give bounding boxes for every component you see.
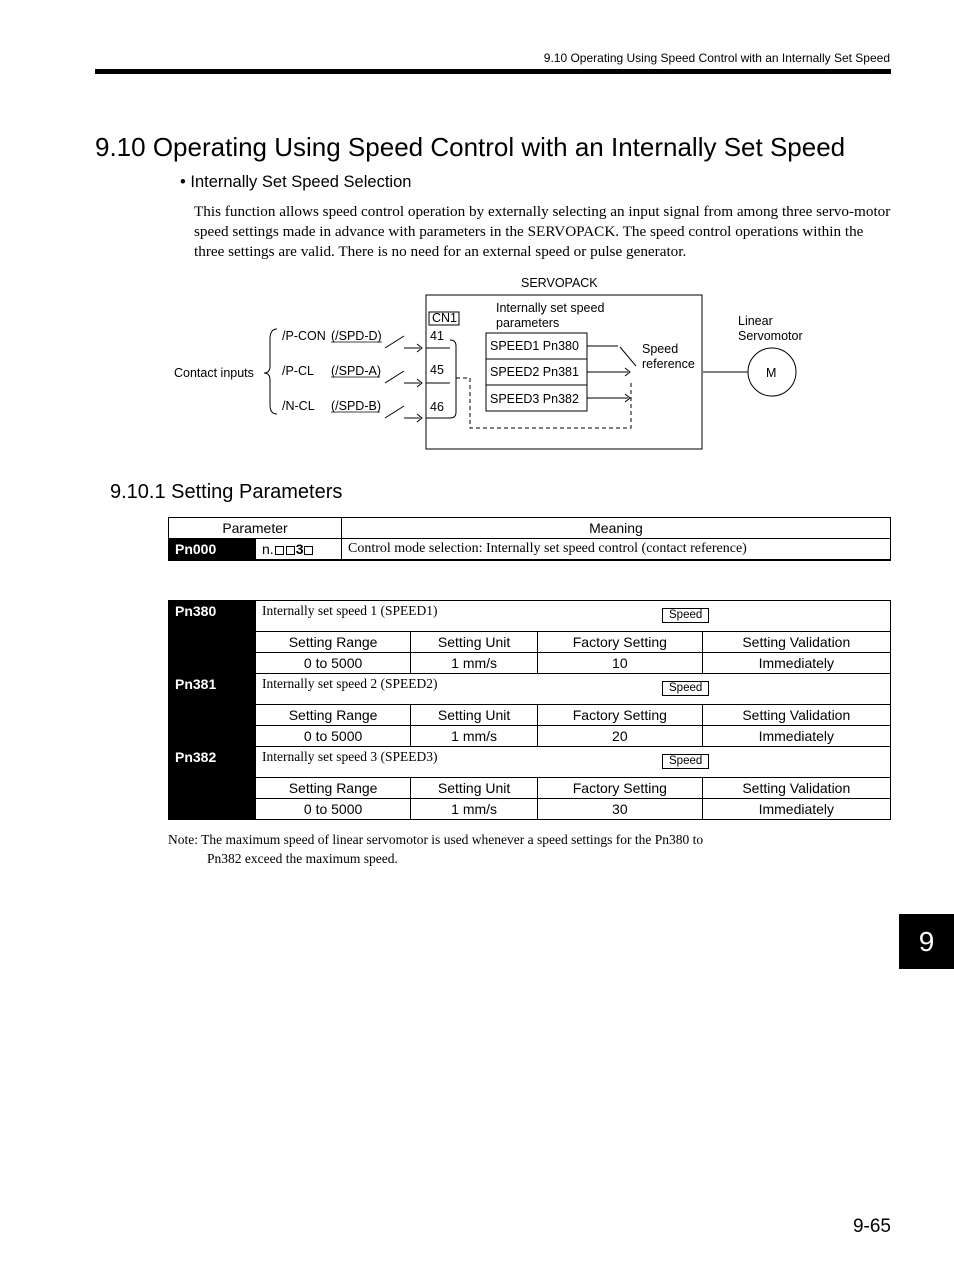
param-name: Pn381	[169, 674, 256, 747]
contact-brace	[264, 329, 277, 414]
cell-unit: 1 mm/s	[411, 653, 538, 674]
col-header: Setting Range	[256, 632, 411, 653]
col-header: Setting Validation	[702, 778, 890, 799]
chapter-tab: 9	[899, 914, 954, 969]
speed-ref-2: reference	[642, 357, 695, 371]
col-header: Setting Validation	[702, 632, 890, 653]
cell-validation: Immediately	[702, 726, 890, 747]
cell-unit: 1 mm/s	[411, 726, 538, 747]
speed1-label: SPEED1 Pn380	[490, 339, 579, 353]
col-header: Factory Setting	[538, 778, 703, 799]
pin-number: 46	[430, 400, 444, 414]
cell-factory: 20	[538, 726, 703, 747]
signal-name: /P-CL	[282, 364, 314, 378]
col-header: Setting Unit	[411, 705, 538, 726]
cell-range: 0 to 5000	[256, 653, 411, 674]
param-desc: Internally set speed 2 (SPEED2) Speed	[256, 674, 891, 705]
pin-number: 41	[430, 329, 444, 343]
mode-param-table	[168, 517, 891, 561]
speed3-label: SPEED3 Pn382	[490, 392, 579, 406]
param-name: Pn380	[169, 601, 256, 674]
motor-label-2: Servomotor	[738, 329, 803, 343]
cell-factory: 10	[538, 653, 703, 674]
col-header: Setting Range	[256, 705, 411, 726]
bullet-heading: • Internally Set Speed Selection	[180, 173, 412, 191]
intro-paragraph: This function allows speed control operation by externally selecting an input signal from among three servo-motor speed settings made in advance with parameters in the SERVOPACK. The speed control operations within the three settings are valid. There is no need for an external speed or pulse generator.	[194, 203, 891, 260]
param-value: n. 3	[256, 539, 342, 561]
speed2-label: SPEED2 Pn381	[490, 365, 579, 379]
speed-tag: Speed	[662, 608, 709, 623]
col-header: Setting Range	[256, 778, 411, 799]
note-line-1: Note: The maximum speed of linear servomotor is used whenever a speed settings for the Pn380 to	[168, 832, 704, 847]
params-title-1: Internally set speed	[496, 301, 605, 315]
header-parameter: Parameter	[169, 518, 342, 539]
contact-inputs-label: Contact inputs	[174, 366, 254, 380]
param-name: Pn382	[169, 747, 256, 820]
param-meaning: Control mode selection: Internally set speed control (contact reference)	[342, 539, 891, 561]
param-name: Pn000	[169, 539, 256, 561]
running-header: 9.10 Operating Using Speed Control with an Internally Set Speed	[543, 51, 890, 65]
signal-alt: (/SPD-D)	[331, 329, 382, 343]
signal-name: /P-CON	[282, 329, 326, 343]
section-title: 9.10 Operating Using Speed Control with an Internally Set Speed	[95, 132, 846, 162]
signal-alt: (/SPD-B)	[331, 399, 381, 413]
col-header: Setting Unit	[411, 632, 538, 653]
col-header: Factory Setting	[538, 632, 703, 653]
param-desc: Internally set speed 1 (SPEED1) Speed	[256, 601, 891, 632]
pin-number: 45	[430, 363, 444, 377]
col-header: Setting Validation	[702, 705, 890, 726]
speed-tag: Speed	[662, 754, 709, 769]
page-number: 9-65	[852, 1216, 891, 1237]
cell-validation: Immediately	[702, 799, 890, 820]
header-meaning: Meaning	[342, 518, 891, 539]
param-desc: Internally set speed 3 (SPEED3) Speed	[256, 747, 891, 778]
cell-validation: Immediately	[702, 653, 890, 674]
speed-tag: Speed	[662, 681, 709, 696]
cell-factory: 30	[538, 799, 703, 820]
motor-m: M	[766, 366, 777, 380]
note-line-2: Pn382 exceed the maximum speed.	[207, 851, 398, 866]
signal-alt: (/SPD-A)	[331, 364, 381, 378]
speed-ref-1: Speed	[642, 342, 679, 356]
col-header: Factory Setting	[538, 705, 703, 726]
servopack-label: SERVOPACK	[521, 276, 598, 290]
params-title-2: parameters	[496, 316, 560, 330]
subsection-title: 9.10.1 Setting Parameters	[110, 481, 343, 503]
motor-label-1: Linear	[738, 314, 773, 328]
speed-param-table	[168, 600, 891, 820]
cn1-label: CN1	[432, 311, 458, 325]
cell-unit: 1 mm/s	[411, 799, 538, 820]
col-header: Setting Unit	[411, 778, 538, 799]
cell-range: 0 to 5000	[256, 726, 411, 747]
cell-range: 0 to 5000	[256, 799, 411, 820]
signal-name: /N-CL	[282, 399, 315, 413]
